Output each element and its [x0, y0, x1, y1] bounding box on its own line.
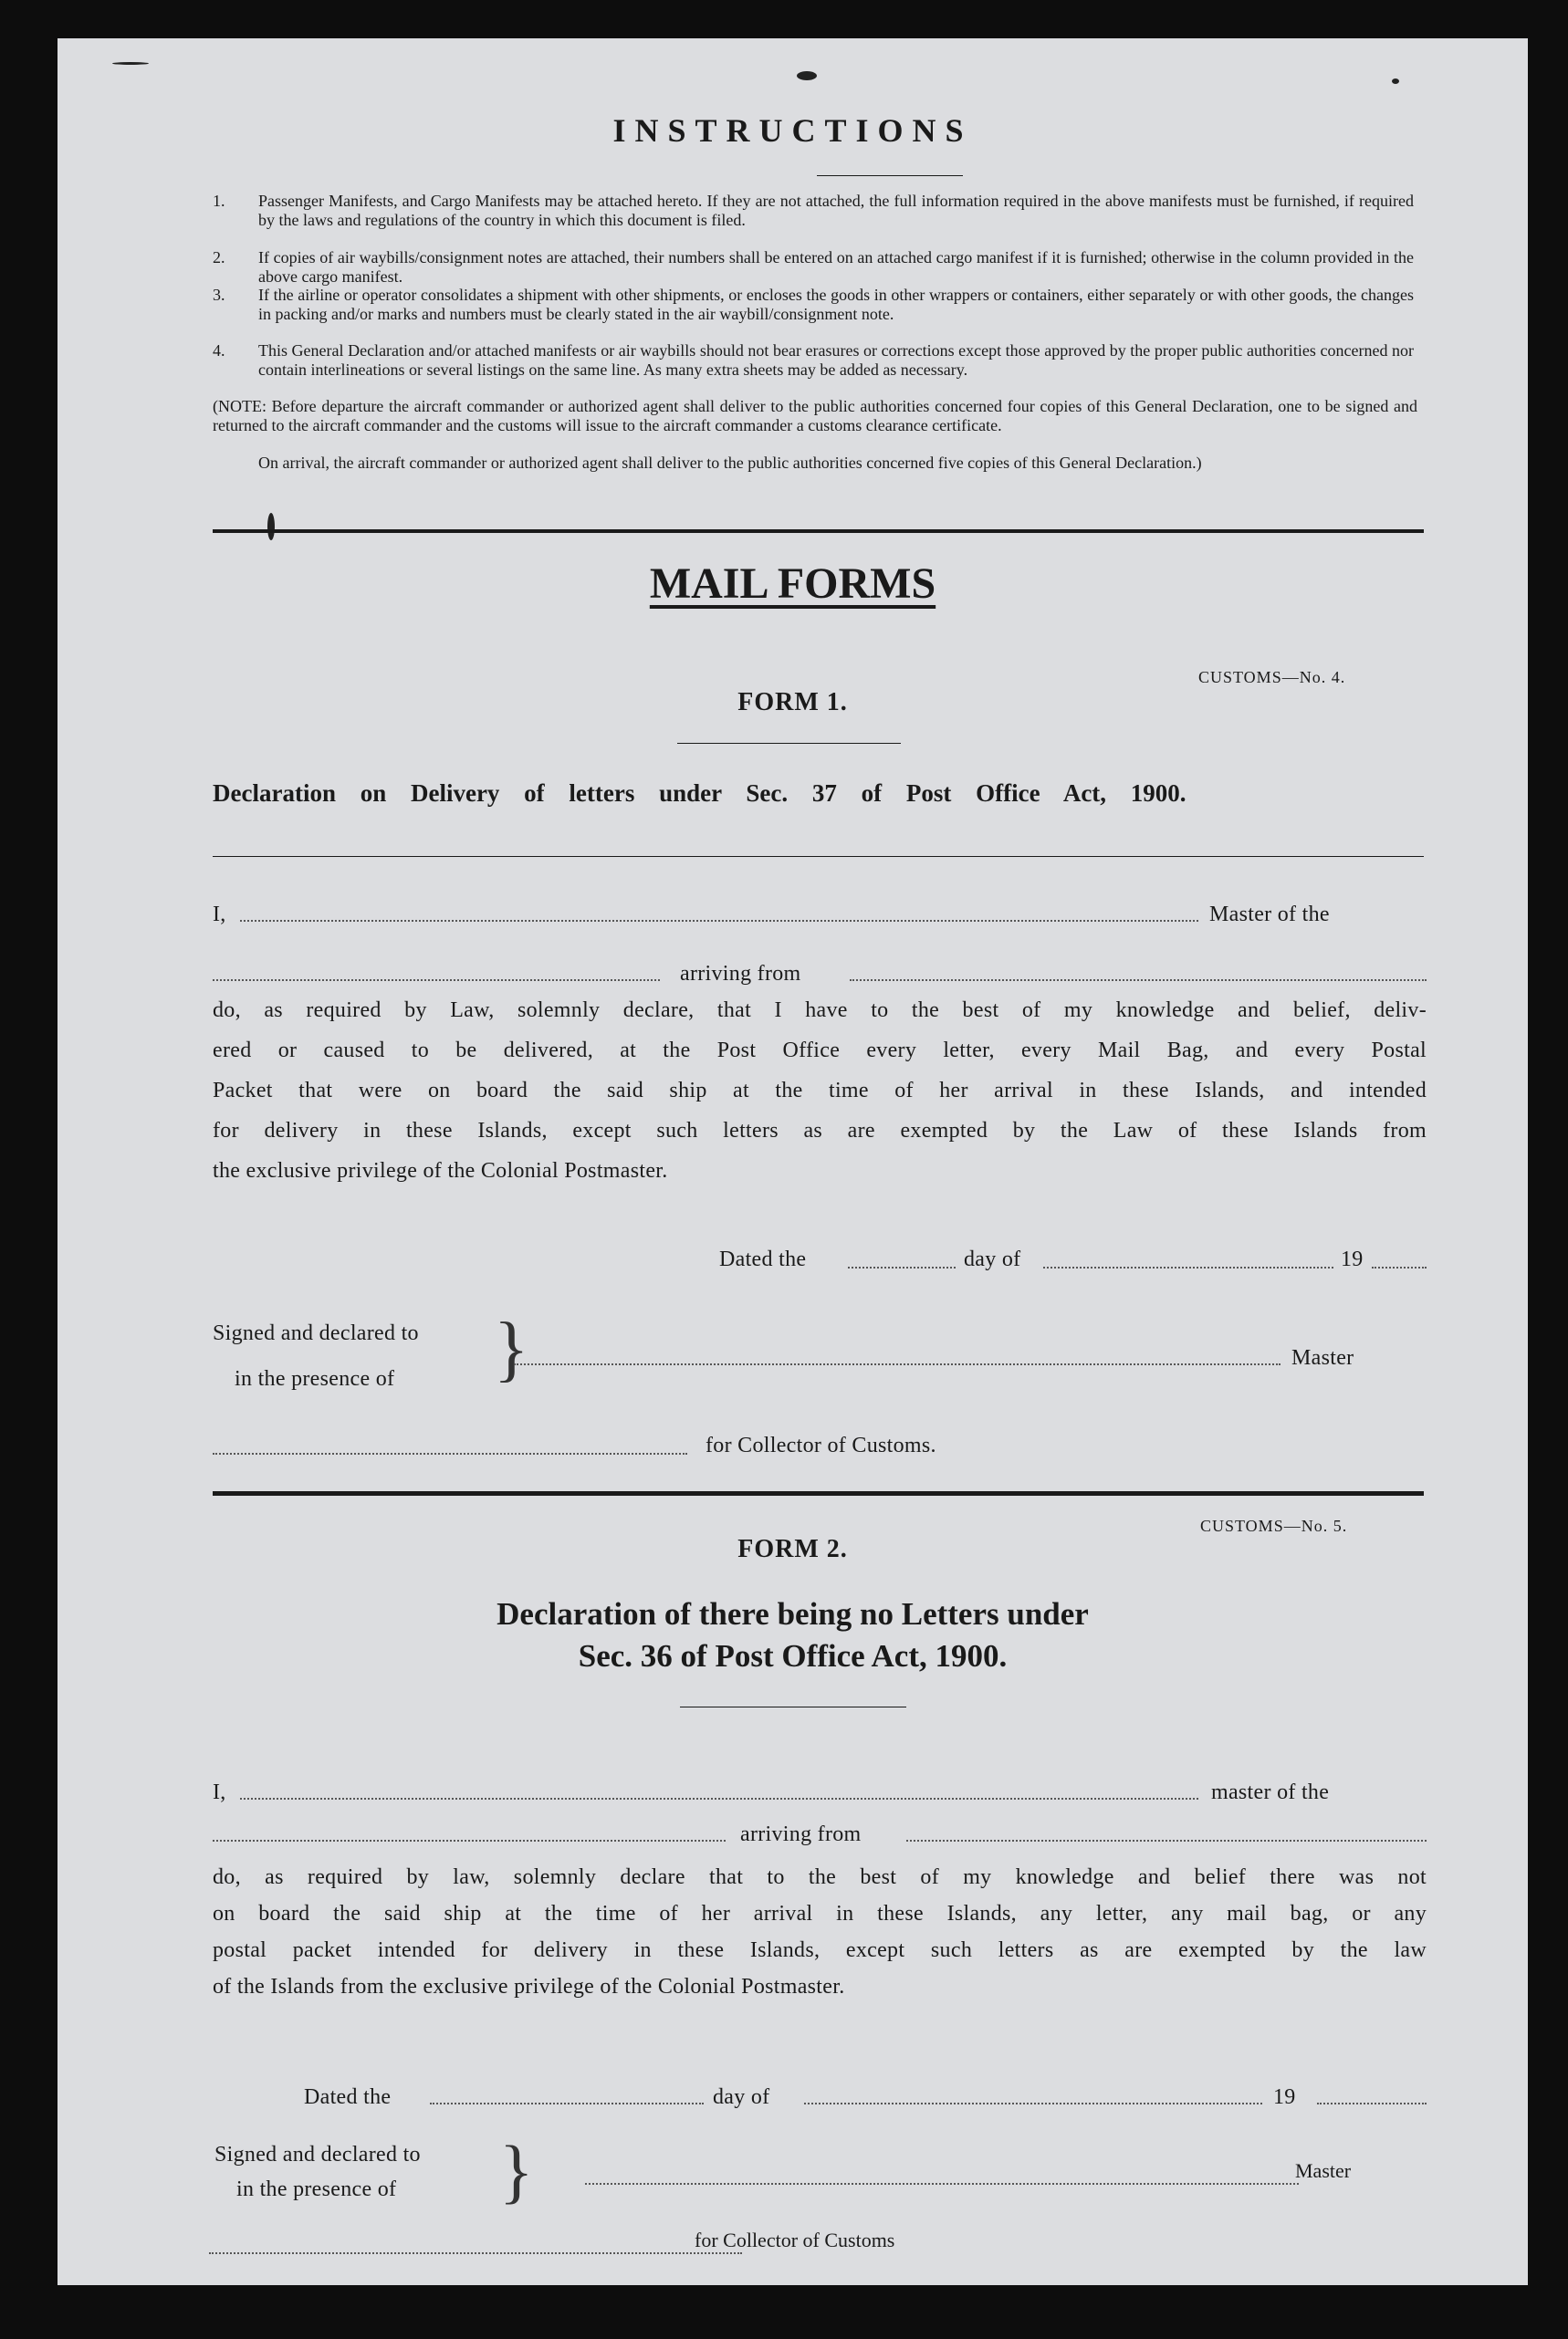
body-line: postal packet intended for delivery in these Islands, except such letters as are exempted by the law: [213, 1938, 1427, 1962]
master-signature-blank[interactable]: [585, 2183, 1299, 2185]
master-signature-blank[interactable]: [514, 1363, 1281, 1365]
instruction-number: 1.: [213, 192, 225, 210]
year-prefix: 19: [1273, 2085, 1296, 2109]
master-of-the-label: master of the: [1211, 1780, 1330, 1804]
collector-signature-blank[interactable]: [209, 2252, 742, 2254]
form-1-body: [213, 990, 1427, 1191]
instruction-item: [213, 286, 1417, 340]
form-2-declaration-title: [57, 1593, 1528, 1677]
collector-label: for Collector of Customs: [695, 2229, 895, 2251]
instruction-note: (NOTE: Before departure the aircraft commander or authorized agent shall deliver to the public authorities concerned four copies of this General Declaration, one to be signed and returned to the aircraft commander and the customs will issue to the aircraft commander a customs clearance certificate.: [213, 397, 1417, 434]
year-prefix: 19: [1341, 1248, 1364, 1271]
master-of-the-label: Master of the: [1209, 903, 1330, 926]
body-line: for delivery in these Islands, except such letters as are exempted by the Law of these Islands from: [213, 1119, 1427, 1143]
declaration-line-2: Sec. 36 of Post Office Act, 1900.: [578, 1638, 1008, 1674]
body-line: of the Islands from the exclusive privilege of the Colonial Postmaster.: [213, 1975, 845, 1999]
form-1-declaration-title: Declaration on Delivery of letters under Sec. 37 of Post Office Act, 1900.: [213, 779, 1186, 807]
print-speck: [267, 513, 275, 540]
arriving-from-label: arriving from: [680, 962, 801, 986]
day-of-label: day of: [964, 1248, 1021, 1271]
body-line: do, as required by Law, solemnly declare, that I have to the best of my knowledge and belief, deliv-: [213, 998, 1427, 1022]
customs-number: CUSTOMS—No. 4.: [1198, 668, 1346, 686]
mail-forms-title: MAIL FORMS: [649, 559, 936, 608]
instruction-number: 3.: [213, 286, 225, 304]
date-day-blank[interactable]: [430, 2103, 704, 2104]
signed-declared-label: [214, 2137, 421, 2207]
body-line: the exclusive privilege of the Colonial Postmaster.: [213, 1159, 668, 1183]
collector-signature-blank[interactable]: [213, 1453, 687, 1455]
dated-the-label: Dated the: [304, 2085, 392, 2109]
form-divider: [213, 856, 1424, 857]
signed-line-2: in the presence of: [236, 2177, 397, 2201]
master-name-blank[interactable]: [240, 920, 1198, 922]
form-2-body: [213, 1859, 1427, 2005]
day-of-label: day of: [713, 2085, 770, 2109]
arriving-from-blank[interactable]: [850, 979, 1427, 981]
form-2-heading: FORM 2.: [737, 1535, 848, 1563]
declarant-label: I,: [213, 1780, 226, 1804]
brace-icon: }: [499, 2131, 534, 2210]
instruction-item: [213, 341, 1417, 396]
arriving-from-blank[interactable]: [906, 1840, 1427, 1842]
date-year-blank[interactable]: [1372, 1267, 1427, 1269]
instruction-text: If copies of air waybills/consignment notes are attached, their numbers shall be entered on an attached cargo manifest if it is furnished; otherwise in the column provided in the above cargo manifest.: [258, 248, 1414, 286]
date-day-blank[interactable]: [848, 1267, 956, 1269]
print-speck: [112, 62, 149, 65]
declarant-label: I,: [213, 903, 226, 926]
brace-icon: }: [494, 1309, 529, 1389]
signed-line-1: Signed and declared to: [213, 1321, 419, 1345]
ship-name-blank[interactable]: [213, 1840, 726, 1842]
instruction-note: On arrival, the aircraft commander or authorized agent shall deliver to the public authorities concerned five copies of this General Declaration.): [258, 454, 1202, 472]
signed-declared-label: [213, 1310, 419, 1402]
print-speck: [797, 71, 817, 80]
signed-line-1: Signed and declared to: [214, 2143, 421, 2167]
instruction-number: 2.: [213, 248, 225, 266]
master-label: Master: [1291, 1346, 1354, 1370]
arriving-from-label: arriving from: [740, 1822, 862, 1846]
collector-label: for Collector of Customs.: [706, 1434, 936, 1457]
instruction-text: If the airline or operator consolidates a shipment with other shipments, or encloses the goods in other wrappers or containers, either separately or with other goods, the changes in packing and/or marks and numbers must be clearly stated in the air waybill/consignment note.: [258, 286, 1414, 323]
declaration-line-1: Declaration of there being no Letters under: [497, 1596, 1089, 1632]
instruction-number: 4.: [213, 341, 225, 360]
instructions-title: INSTRUCTIONS: [612, 112, 973, 149]
section-divider: [213, 529, 1424, 533]
body-line: ered or caused to be delivered, at the Post Office every letter, every Mail Bag, and every Postal: [213, 1039, 1427, 1062]
document-page: [57, 38, 1528, 2285]
heading-divider: [677, 743, 901, 744]
dated-the-label: Dated the: [719, 1248, 807, 1271]
master-name-blank[interactable]: [240, 1798, 1198, 1800]
ship-name-blank[interactable]: [213, 979, 660, 981]
form-1-heading: FORM 1.: [737, 688, 848, 716]
date-month-blank[interactable]: [804, 2103, 1262, 2104]
date-year-blank[interactable]: [1317, 2103, 1427, 2104]
instruction-item: [213, 192, 1417, 232]
body-line: do, as required by law, solemnly declare that to the best of my knowledge and belief there was not: [213, 1865, 1427, 1889]
print-speck: [1392, 78, 1399, 84]
signed-line-2: in the presence of: [235, 1367, 395, 1391]
master-label: Master: [1295, 2159, 1352, 2182]
section-divider: [213, 1491, 1424, 1496]
body-line: on board the said ship at the time of her arrival in these Islands, any letter, any mail bag, or any: [213, 1902, 1427, 1926]
instruction-text: Passenger Manifests, and Cargo Manifests may be attached hereto. If they are not attached, the full information required in the above manifests must be furnished, if required by the laws and regulations of the country in which this document is filed.: [258, 192, 1414, 229]
body-line: Packet that were on board the said ship at the time of her arrival in these Islands, and intended: [213, 1079, 1427, 1102]
instruction-text: This General Declaration and/or attached manifests or air waybills should not bear erasures or corrections except those approved by the proper public authorities concerned nor contain interlineations or several listings on the same line. As many extra sheets may be added as necessary.: [258, 341, 1414, 379]
title-divider: [817, 175, 963, 176]
instruction-item: [213, 248, 1417, 285]
customs-number: CUSTOMS—No. 5.: [1200, 1517, 1348, 1535]
